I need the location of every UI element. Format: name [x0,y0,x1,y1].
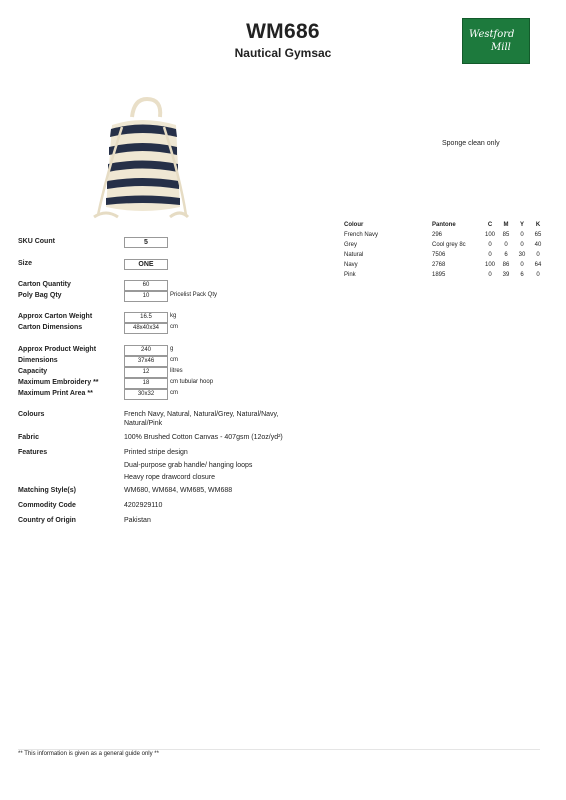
country-of-origin-label: Country of Origin [18,517,76,524]
commodity-code-label: Commodity Code [18,502,76,509]
cell: 0 [520,262,524,268]
features-label: Features [18,449,48,456]
cell: 0 [488,272,492,278]
carton-dimensions-label: Carton Dimensions [18,324,83,331]
colours-label: Colours [18,411,45,418]
footer-note: ** This information is given as a general guide only ** [18,751,159,757]
product-image-gymsac [92,97,190,225]
logo-text-line2: Mill [491,42,511,53]
commodity-code-value: 4202929110 [124,502,163,509]
product-weight-value: 240 [124,345,168,356]
cell: Cool grey 8c [432,242,466,248]
product-code: WM686 [246,20,320,43]
cell: Navy [344,262,358,268]
care-instructions: Sponge clean only [442,140,500,147]
poly-bag-unit: Pricelist Pack Qty [170,292,218,298]
header-pantone: Pantone [432,222,456,228]
table-row [344,230,546,240]
poly-bag-value: 10 [124,291,168,302]
cell: French Navy [344,232,379,238]
sku-count-value: 5 [124,237,168,248]
table-row [344,250,546,260]
cell: Grey [344,242,358,248]
matching-styles-label: Matching Style(s) [18,487,76,494]
capacity-value: 12 [124,367,168,378]
dimensions-unit: cm [170,357,178,363]
table-row [344,270,546,280]
cell: 6 [504,252,508,258]
pantone-header-row [344,220,546,230]
carton-weight-value: 16.5 [124,312,168,323]
cell: 296 [432,232,443,238]
cell: 2768 [432,262,446,268]
carton-quantity-value: 60 [124,280,168,291]
carton-quantity-label: Carton Quantity [18,281,71,288]
header-m: M [503,222,509,228]
feature-item: Heavy rope drawcord closure [124,474,216,481]
sku-count-label: SKU Count [18,238,55,245]
cell: 65 [534,232,542,238]
max-embroidery-label: Maximum Embroidery ** [18,379,99,386]
cell: 85 [502,232,510,238]
capacity-label: Capacity [18,368,48,375]
carton-dimensions-value: 48x40x34 [124,323,168,334]
carton-dimensions-unit: cm [170,324,178,330]
cell: 40 [534,242,542,248]
max-embroidery-value: 18 [124,378,168,389]
pantone-table [344,220,546,280]
product-weight-unit: g [170,346,174,352]
cell: 86 [502,262,510,268]
carton-weight-unit: kg [170,313,177,319]
max-print-area-label: Maximum Print Area ** [18,390,93,397]
product-name: Nautical Gymsac [234,46,332,60]
cell: 100 [484,232,495,238]
colours-value-line2: Natural/Pink [124,420,163,427]
cell: Natural [344,252,364,258]
cell: 0 [488,242,492,248]
cell: 0 [488,252,492,258]
cell: 0 [520,242,524,248]
fabric-value: 100% Brushed Cotton Canvas - 407gsm (12oz/yd²) [124,434,283,441]
cell: 39 [502,272,510,278]
size-label: Size [18,260,33,267]
brand-logo [462,18,530,64]
max-print-area-unit: cm [170,390,178,396]
feature-item: Printed stripe design [124,449,188,456]
max-print-area-value: 30x32 [124,389,168,400]
cell: 7506 [432,252,446,258]
cell: 0 [536,272,540,278]
header-y: Y [519,222,524,228]
header-colour: Colour [344,222,364,228]
size-value: ONE [124,259,168,270]
cell: 64 [534,262,542,268]
cell: Pink [344,272,356,278]
table-row [344,260,546,270]
carton-weight-label: Approx Carton Weight [18,313,93,320]
dimensions-label: Dimensions [18,357,58,364]
logo-text-line1: Westford [469,29,515,40]
cell: 1895 [432,272,446,278]
product-weight-label: Approx Product Weight [18,346,97,353]
country-of-origin-value: Pakistan [124,517,151,524]
cell: 0 [536,252,540,258]
cell: 0 [520,232,524,238]
cell: 0 [504,242,508,248]
footer-divider [18,749,540,750]
max-embroidery-unit: cm tubular hoop [170,379,214,385]
feature-item: Dual-purpose grab handle/ hanging loops [124,462,253,469]
header-c: C [487,222,493,228]
poly-bag-label: Poly Bag Qty [18,292,62,299]
cell: 6 [520,272,524,278]
header-k: K [535,222,541,228]
table-row [344,240,546,250]
cell: 30 [518,252,526,258]
capacity-unit: litres [170,368,183,374]
cell: 100 [484,262,495,268]
fabric-label: Fabric [18,434,40,441]
dimensions-value: 37x46 [124,356,168,367]
colours-value-line1: French Navy, Natural, Natural/Grey, Natural/Navy, [124,411,279,418]
matching-styles-value: WM680, WM684, WM685, WM688 [124,487,233,494]
